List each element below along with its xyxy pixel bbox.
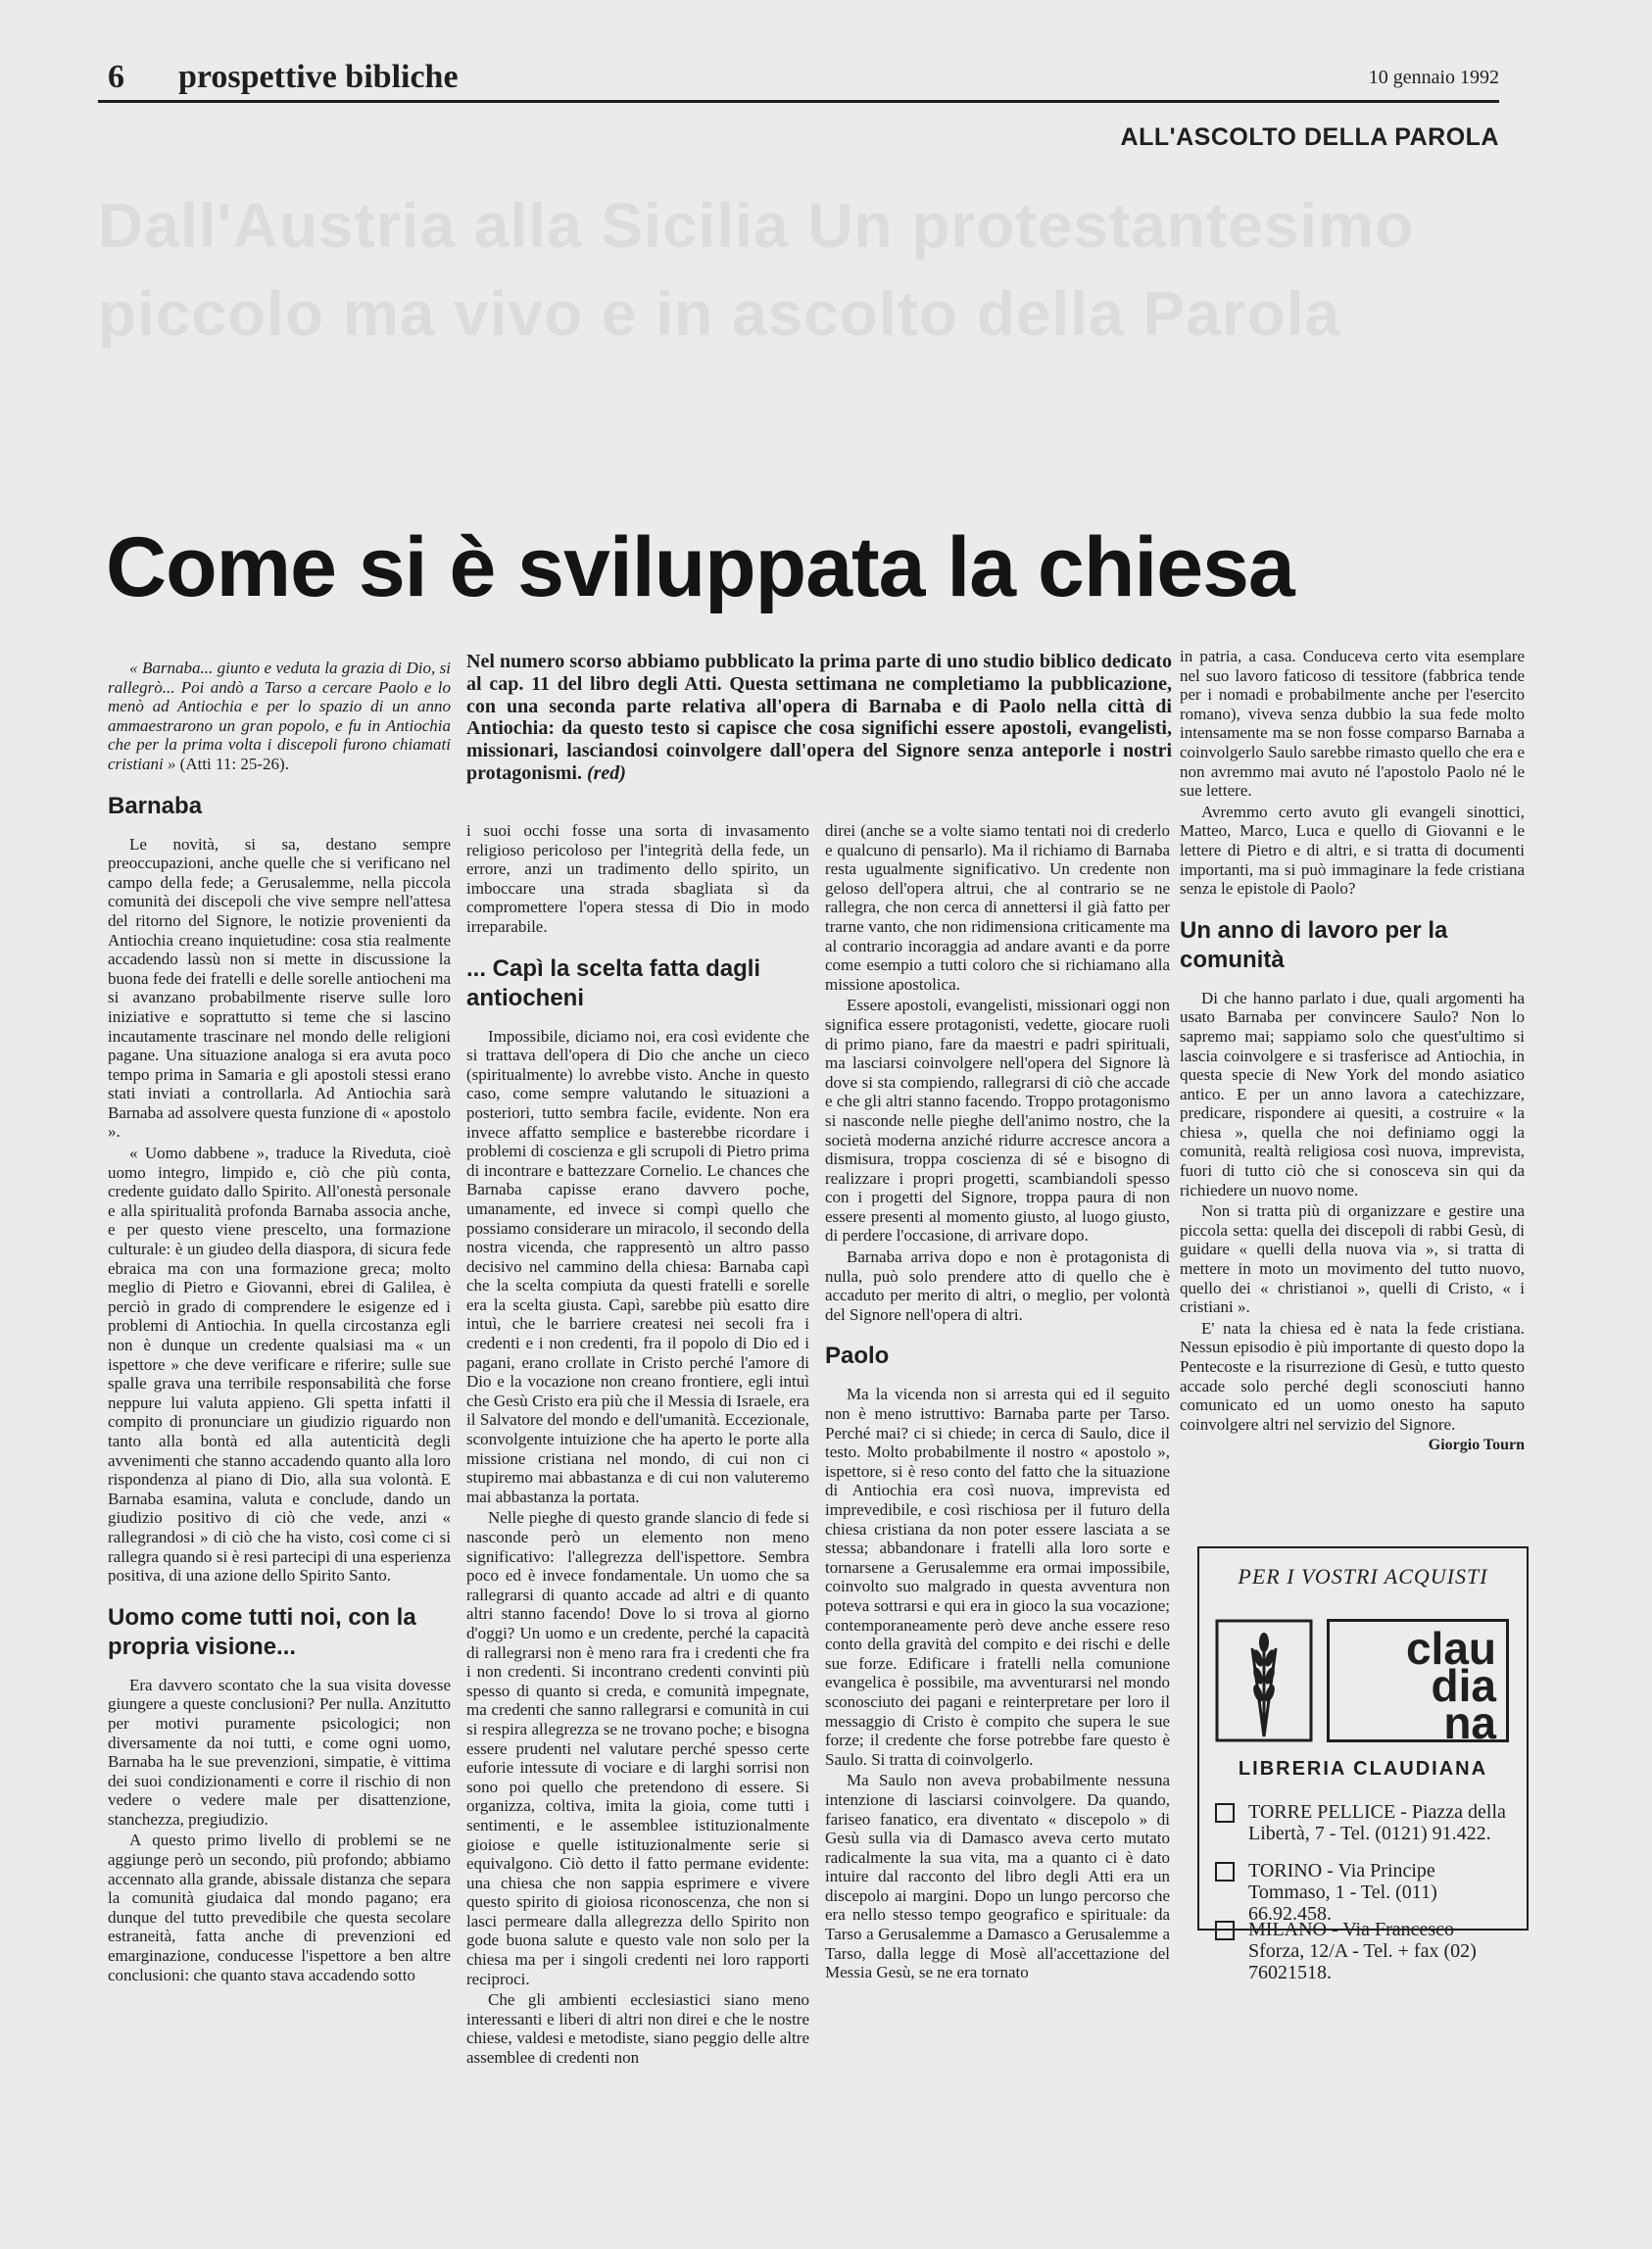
paragraph: Essere apostoli, evangelisti, missionari oggi non significa essere protagonisti, vedette, giocare ruoli di primo piano, fare da maestri e padri spirituali, ma lasciarsi coinvolgere nell'opera del Signore là dove si sta compiendo, rallegrarsi di ciò che accade e che gli altri stanno facendo. Troppo protagonismo si nasconde nelle pieghe dell'animo nostro, che la società moderna anziché ridurre accresce ancora a dismisura, troppa coscienza di sé e bisogno di realizzare i propri progetti, scambiandoli spesso con i progetti del Signore, troppa paura di non essere presenti al momento giusto, al luogo giusto, di perdere l'occasione, di arrivare dopo. [825, 996, 1170, 1246]
paragraph: Ma Saulo non aveva probabilmente nessuna intenzione di lasciarsi coinvolgere. Da quando, fariseo fanatico, era diventato « discepolo » di Gesù sulla via di Damasco aveva certo mutato radicalmente la sua vita, ma a quanto ci è dato intuire dal racconto del libro degli Atti era un discepolo ai margini. Dopo un lungo percorso che era nello stesso tempo geografico e spirituale: da Tarso a Gerusalemme a Damasco a Gerusalemme a Tarso, dalla legge di Mosè all'accettazione del Messia Gesù, se ne era tornato [825, 1771, 1170, 1982]
paragraph: i suoi occhi fosse una sorta di invasamento religioso pericoloso per l'integrità della fede, un errore, anzi un tradimento dello spirito, un imboccare una strada sbagliata sì da compromettere l'opera stessa di Dio in modo irreparabile. [466, 821, 809, 936]
checkbox-square-icon [1215, 1862, 1235, 1882]
ad-tagline: PER I VOSTRI ACQUISTI [1238, 1564, 1488, 1589]
paragraph: Ma la vicenda non si arresta qui ed il seguito non è meno istruttivo: Barnaba parte per Tarso. Perché mai? ci si chiede; in cerca di Saulo, dice il testo. Molto probabilmente il nostro « apostolo », ispettore, si è reso conto del fatto che la situazione di Antiochia era così nuova, imprevista ed imprevedibile, e così rischiosa per il futuro della chiesa cristiana da non poter essere lasciata a se stessa; abbandonare i fratelli alla loro sorte e tornarsene a Gerusalemme era ormai impossibile, coinvolto suo malgrado in questa avventura non poteva sottrarsi e qui era in gioco la sua vocazione; contemporaneamente però deve anche essere reso conto della gravità del compito e dei rischi e delle sue forze. Edificare i fratelli nella comunione evangelica è possibile, ma avventurarsi nel mondo sconosciuto dei pagani e reinterpretare per loro il messaggio di Cristo è compito che supera le sue forze; il credente che forse potrebbe fare questo è Saulo. Si tratta di coinvolgerlo. [825, 1385, 1170, 1769]
paragraph: Avremmo certo avuto gli evangeli sinottici, Matteo, Marco, Luca e quello di Giovanni e le lettere di Pietro e di altri, e si tratta di documenti importanti, ma si può immaginare la fede cristiana senza le epistole di Paolo? [1180, 802, 1525, 899]
paragraph: E' nata la chiesa ed è nata la fede cristiana. Nessun episodio è più importante di questo dopo la Pentecoste e la risurrezione di Gesù, e tutto questo accade solo perché degli sconosciuti hanno comunicato ed un uomo onesto ha saputo coinvolgere altri nel servizio del Signore. [1180, 1318, 1525, 1434]
paragraph: in patria, a casa. Conduceva certo vita esemplare nel suo lavoro faticoso di tessitore (fabbrica tende per i nomadi e probabilmente anche per l'esercito romano), viveva senza dubbio la sua fede molto intensamente ma se non fosse comparso Barnaba a coinvolgerlo Saulo sarebbe rimasto quello che era e non avremmo mai avuto né l'apostolo Paolo né le sue lettere. [1180, 647, 1525, 801]
intro-paragraph: Nel numero scorso abbiamo pubblicato la prima parte di uno studio biblico dedicato al cap. 11 del libro degli Atti. Questa settimana ne completiamo la pubblicazione, con una seconda parte relativa all'opera di Barnaba e di Paolo nella città di Antiochia: da questo testo si capisce che cosa significhi essere apostoli, evangelisti, missionari, lasciandosi coinvolgere dall'opera del Signore senza anteporle i nostri protagonismi. (red) [466, 651, 1172, 784]
paragraph: Impossibile, diciamo noi, era così evidente che si trattava dell'opera di Dio che anche un cieco (spiritualmente) lo avrebbe visto. Anche in questo caso, come sempre valutando le situazioni a posteriori, tutto sembra facile, evidente. Non era invece affatto semplice e basterebbe ricordare i problemi di coscienza e gli scrupoli di Pietro prima di incontrare e battezzare Cornelio. Le chances che Barnaba capisse erano davvero poche, umanamente, ed invece si compì quello che possiamo considerare un miracolo, il secondo della nostra vicenda, che rappresentò un altro passo decisivo nel cammino della chiesa: Barnaba capì che la scelta compiuta da questi fratelli e sorelle era la scelta giusta. Capì, sarebbe più esatto dire intuì, che le barriere createsi nei secoli fra i credenti e i non credenti, fra il popolo di Dio ed i pagani, erano crollate in Cristo perché l'amore di Dio e la vocazione non creano frontiere, egli intuì che Gesù Cristo era più che il Messia di Israele, era il Salvatore del mondo e dell'umanità. Eccezionale, sconvolgente intuizione che ha aperto le porte alla missione cristiana nel mondo, di cui non ci stupiremo mai abbastanza e di cui non valuteremo mai abbastanza la portata. [466, 1026, 809, 1506]
paragraph: Di che hanno parlato i due, quali argomenti ha usato Barnaba per convincere Saulo? Non lo sapremo mai; sappiamo solo che quest'ultimo si lascia coinvolgere e si trasferisce ad Antiochia, in questa specie di New York del mondo asiatico antico. E per un anno lavora a catechizzare, predicare, rispondere ai quesiti, a costruire « la chiesa », quella che noi definiamo oggi la comunità, realtà religiosa così nuova, imprevista, fuori di tutto ciò che si conosceva sin qui da richiedere un nuovo nome. [1180, 988, 1525, 1199]
subheading-capi-la-scelta: ... Capì la scelta fatta dagli antiocheni [466, 954, 761, 1011]
column-3 [825, 821, 1170, 1984]
address-milano: MILANO - Via Francesco Sforza, 12/A - Tel. + fax (02) 76021518. [1215, 1919, 1509, 1983]
column-4 [1180, 647, 1525, 1457]
paragraph: direi (anche se a volte siamo tentati noi di crederlo e qualcuno di pensarlo). Ma il richiamo di Barnaba resta ugualmente significativo. Un credente non geloso dell'opera altrui, che al contrario se ne rallegra, che non cerca di annettersi il già fatto per trarne vanto, che non ridimensiona criticamente ma al contrario incoraggia ad andare avanti e da porre come esempio a tutti coloro che si richiamano alla missione apostolica. [825, 821, 1170, 994]
subheading-un-anno: Un anno di lavoro per la comunità [1180, 916, 1448, 973]
author-signature: Giorgio Tourn [1428, 1437, 1525, 1454]
paragraph: Nelle pieghe di questo grande slancio di fede si nasconde però un elemento non meno significativo: l'allegrezza dell'ispettore. Sembra poco ed è invece fondamentale. Un uomo che sa rallegrarsi di quanto accade ad altri e di quanto altri stanno facendo! Dove lo si trova al giorno d'oggi? Un uomo e un credente, perché la capacità di rallegrarsi non è meno rara fra i credenti che fra i non credenti. Si incontrano credenti convinti più spesso di quanto si creda, e comunità impegnate, ma credenti che sanno rallegrarsi e comunità in cui si respira allegrezza se ne trovano poche; e bisogna essere prudenti nel valutare perché spesso certe euforie intessute di vociare e di larghi sorrisi non sono poi quello che pretendono di essere. Si organizza, coltiva, imita la gioia, come tutti i sentimenti, e le assemblee istituzionalmente gioiose e quelle istituzionalmente serie si equivalgono. Ciò detto il fatto permane evidente: una chiesa che non sappia esprimere e vivere questo spirito di gioiosa riconoscenza, che non si lasci permeare dalla allegrezza dello Spirito non gode buona salute e questo vale non solo per la chiesa ma per i singoli credenti nei loro rapporti reciproci. [466, 1508, 809, 1988]
section-title: ALL'ASCOLTO DELLA PAROLA [1120, 123, 1499, 151]
address-torino: TORINO - Via Principe Tommaso, 1 - Tel. (011) 66.92.458. [1215, 1860, 1509, 1925]
epigraph: « Barnaba... giunto e veduta la grazia di Dio, si rallegrò... Poi andò a Tarso a cercare Paolo e lo menò ad Antiochia e per lo spazio di un anno ammaestrarono un gran popolo, e fu in Antiochia che per la prima volta i discepoli furono chiamati cristiani » (Atti 11: 25-26). [108, 659, 451, 773]
address-torre-pellice: TORRE PELLICE - Piazza della Libertà, 7 - Tel. (0121) 91.422. [1215, 1801, 1509, 1844]
bleed-through-text: Dall'Austria alla Sicilia Un protestantesimo piccolo ma vivo e in ascolto della Parola [98, 190, 1415, 349]
bookshop-name: LIBRERIA CLAUDIANA [1238, 1758, 1488, 1780]
paragraph: « Uomo dabbene », traduce la Riveduta, cioè uomo integro, limpido e, ciò che più conta, credente guidato dallo Spirito. All'onestà personale e alla spiritualità profonda Barnaba associa anche, e per questo viene prescelto, una formazione culturale: è un giudeo della diaspora, di sicura fede ebraica ma con una formazione greca; molto meglio di Pietro e Giovanni, ebrei di Galilea, è perciò in grado di comprendere le esigenze ed i problemi di Antiochia. In quella circostanza egli non è dunque un credente qualsiasi ma « un ispettore » che deve verificare e riferire; sulle sue spalle grava una terribile responsabilità che forse neppure lui valuta appieno. Gli spetta infatti il compito di pronunciare un giudizio riguardo non tanto alla bontà ed alla autenticità degli avvenimenti che stanno accadendo quanto alla loro rispondenza al piano di Dio, alla sua volontà. E Barnaba esamina, valuta e conclude, dando un giudizio positivo di ciò che vede, anzi « rallegrandosi » di ciò che ha visto, così come ci si rallegra quando si è resi partecipi di una esperienza positiva, di una azione dello Spirito Santo. [108, 1144, 451, 1586]
subheading-uomo: Uomo come tutti noi, con la propria visione... [108, 1603, 416, 1660]
checkbox-square-icon [1215, 1921, 1235, 1940]
headline: Come si è sviluppata la chiesa [106, 520, 1294, 614]
page-number: 6 [108, 59, 124, 95]
issue-date: 10 gennaio 1992 [1368, 67, 1499, 88]
intro-credit: (red) [586, 761, 626, 784]
paragraph: Che gli ambienti ecclesiastici siano meno interessanti e liberi di altri non direi e che le nostre chiese, valdesi e metodiste, siano peggio delle altre assemblee di credenti non [466, 1990, 809, 2068]
column-2 [466, 821, 809, 2070]
subheading-barnaba: Barnaba [108, 792, 203, 819]
page-header [98, 57, 1499, 106]
subheading-paolo: Paolo [825, 1343, 890, 1370]
paragraph: Barnaba arriva dopo e non è protagonista di nulla, può solo prendere atto di quello che è accaduto per merito di altri, o meglio, per volontà del Signore nell'opera di altri. [825, 1247, 1170, 1324]
paragraph: A questo primo livello di problemi se ne aggiunge però un secondo, più profondo; abbiamo accennato alla grande, abissale distanza che separa la comunità giudaica dal mondo pagano; era dunque del tutto prevedibile che questa secolare estraneità, fatta anche di prevenzioni ed emarginazione, conducesse l'ispettore a ben altre conclusioni: che quanto stava accadendo sotto [108, 1831, 451, 1984]
paragraph: Non si tratta più di organizzare e gestire una piccola setta: quella dei discepoli di rabbi Gesù, di guidare « quelli della nuova via », si tratta di mettere in moto un movimento del tutto nuovo, quello dei « christianoi », quelli di Cristo, « i cristiani ». [1180, 1201, 1525, 1317]
wheat-sheaf-icon [1215, 1619, 1313, 1742]
claudiana-logo: clau dia na [1327, 1619, 1509, 1742]
publication-name: prospettive bibliche [178, 59, 459, 95]
paragraph: Era davvero scontato che la sua visita dovesse giungere a queste conclusioni? Per nulla. Anzitutto per motivi puramente psicologici; non diversamente da noi tutti, e come ogni uomo, Barnaba ha le sue prevenzioni, simpatie, è vittima dei suoi condizionamenti e corre il rischio di non vedere o vedere male per disattenzione, stanchezza, pregiudizio. [108, 1675, 451, 1829]
paragraph: Le novità, si sa, destano sempre preoccupazioni, anche quelle che si verificano nel campo della fede; a Gerusalemme, nella piccola comunità dei discepoli che vive sempre nell'attesa del ritorno del Signore, le notizie provenienti da Antiochia creano inquietudine: cosa stia realmente accadendo lassù non si mette in discussione la buona fede dei fratelli e delle sorelle antiocheni ma si avanzano probabilmente riserve sulle loro iniziative e soprattutto si teme che si lascino incautamente trascinare nel mondo delle religioni pagane. Una situazione analoga si era avuta poco tempo prima in Samaria e gli apostoli stessi erano stati inviati a controllarla. Ad Antiochia sarà Barnaba ad assolvere questa funzione di « apostolo ». [108, 834, 451, 1142]
epigraph-reference: (Atti 11: 25-26). [179, 754, 289, 773]
bookshop-advertisement [1197, 1546, 1529, 1983]
checkbox-square-icon [1215, 1803, 1235, 1823]
column-1 [108, 659, 451, 1986]
header-rule [98, 100, 1499, 103]
